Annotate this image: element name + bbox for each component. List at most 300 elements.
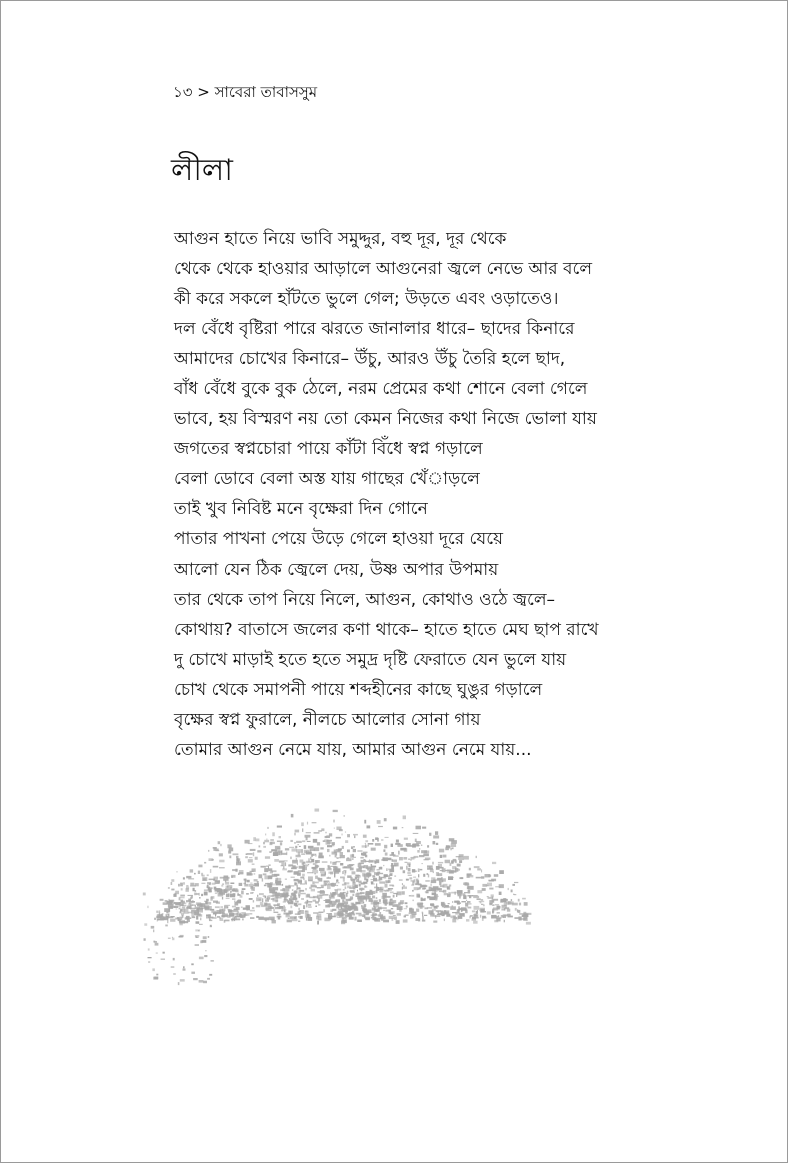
- ornament-grain: [297, 872, 301, 876]
- ornament-grain: [447, 886, 450, 890]
- ornament-grain: [358, 898, 364, 902]
- ornament-grain: [254, 873, 256, 874]
- ornament-grain: [337, 858, 339, 859]
- ornament-grain: [356, 879, 359, 882]
- ornament-grain: [280, 842, 282, 845]
- ornament-grain: [333, 820, 335, 823]
- ornament-grain: [313, 912, 318, 914]
- ornament-grain: [481, 876, 484, 878]
- ornament-grain: [294, 891, 295, 894]
- page-number: ১৩: [173, 83, 193, 101]
- ornament-grain: [153, 930, 154, 933]
- ornament-grain: [241, 891, 244, 895]
- ornament-grain: [284, 910, 286, 913]
- ornament-grain: [314, 832, 320, 834]
- ornament-grain: [257, 895, 258, 897]
- ornament-grain: [287, 871, 291, 873]
- ornament-grain: [356, 893, 361, 895]
- ornament-grain: [248, 884, 253, 887]
- ornament-grain: [248, 843, 253, 844]
- ornament-grain: [205, 950, 206, 951]
- ornament-grain: [233, 853, 239, 855]
- ornament-grain: [381, 839, 383, 841]
- ornament-grain: [336, 827, 341, 831]
- ornament-grain: [359, 884, 361, 887]
- ornament-grain: [203, 936, 207, 939]
- ornament-grain: [518, 899, 520, 902]
- ornament-grain: [336, 879, 338, 881]
- ornament-grain: [161, 914, 163, 917]
- ornament-grain: [377, 872, 380, 874]
- ornament-grain: [183, 882, 184, 885]
- ornament-grain: [195, 929, 200, 931]
- ornament-grain: [272, 832, 275, 836]
- ornament-grain: [280, 889, 283, 891]
- ornament-grain: [234, 902, 238, 906]
- ornament-grain: [452, 863, 454, 864]
- ornament-grain: [252, 864, 255, 865]
- ornament-grain: [191, 901, 195, 903]
- ornament-grain: [289, 898, 295, 900]
- ornament-grain: [427, 868, 433, 870]
- ornament-grain: [156, 911, 158, 913]
- ornament-grain: [199, 924, 203, 925]
- ornament-grain: [511, 899, 512, 901]
- ornament-grain: [443, 855, 447, 858]
- ornament-grain: [180, 979, 185, 982]
- ornament-grain: [292, 849, 297, 852]
- ornament-grain: [336, 852, 337, 856]
- ornament-grain: [171, 882, 173, 885]
- ornament-grain: [352, 894, 354, 896]
- ornament-grain: [163, 902, 167, 905]
- ornament-grain: [258, 917, 264, 920]
- poem-line: আলো যেন ঠিক জ্বেলে দেয়, উষ্ণ অপার উপমায়: [174, 559, 499, 580]
- ornament-grain: [327, 877, 331, 879]
- ornament-grain: [234, 901, 236, 902]
- ornament-grain: [244, 879, 247, 881]
- ornament-grain: [312, 870, 318, 874]
- ornament-grain: [340, 852, 343, 856]
- ornament-grain: [268, 864, 270, 866]
- ornament-grain: [298, 916, 302, 917]
- ornament-grain: [363, 859, 365, 860]
- poem-line: তোমার আগুন নেমে যায়, আমার আগুন নেমে যায়...: [174, 739, 532, 760]
- ornament-grain: [170, 919, 175, 922]
- ornament-grain: [148, 957, 152, 958]
- ornament-grain: [308, 904, 311, 906]
- ornament-grain: [265, 834, 266, 836]
- ornament-grain: [188, 903, 190, 907]
- ornament-grain: [192, 910, 197, 912]
- ornament-grain: [278, 916, 281, 920]
- ornament-grain: [352, 871, 356, 874]
- ornament-grain: [472, 910, 475, 912]
- ornament-grain: [376, 887, 379, 891]
- ornament-grain: [191, 963, 193, 965]
- ornament-grain: [316, 916, 319, 920]
- ornament-grain: [181, 888, 183, 890]
- ornament-grain: [306, 888, 307, 890]
- ornament-grain: [402, 827, 404, 828]
- ornament-grain: [357, 890, 358, 892]
- ornament-grain: [396, 920, 400, 924]
- ornament-grain: [215, 880, 217, 882]
- ornament-grain: [511, 890, 513, 893]
- ornament-grain: [523, 912, 526, 914]
- ornament-grain: [250, 871, 254, 872]
- ornament-grain: [313, 863, 317, 865]
- ornament-grain: [250, 913, 253, 914]
- ornament-grain: [247, 880, 250, 883]
- ornament-grain: [375, 843, 381, 846]
- ornament-grain: [295, 905, 297, 906]
- ornament-grain: [402, 887, 407, 889]
- ornament-grain: [143, 893, 146, 896]
- ornament-grain: [363, 835, 367, 838]
- ornament-grain: [345, 882, 350, 884]
- ornament-grain: [522, 898, 526, 900]
- ornament-grain: [358, 863, 362, 867]
- ornament-grain: [441, 877, 442, 879]
- ornament-grain: [236, 861, 241, 865]
- ornament-grain: [156, 953, 158, 954]
- ornament-grain: [296, 889, 298, 890]
- ornament-grain: [265, 903, 271, 905]
- ornament-grain: [400, 848, 406, 851]
- ornament-grain: [373, 915, 377, 916]
- ornament-grain: [393, 855, 399, 857]
- ornament-grain: [318, 856, 324, 859]
- ornament-grain: [479, 901, 485, 902]
- ornament-grain: [163, 952, 165, 954]
- ornament-grain: [301, 854, 305, 855]
- ornament-grain: [467, 907, 471, 909]
- ornament-grain: [196, 916, 198, 920]
- ornament-grain: [508, 888, 509, 890]
- ornament-grain: [347, 834, 350, 837]
- ornament-grain: [422, 827, 426, 829]
- ornament-grain: [190, 904, 195, 905]
- poem-line: বাঁধ বেঁধে বুকে বুক ঠেলে, নরম প্রেমের কথা শোনে বেলা গেলে: [174, 379, 588, 400]
- ornament-grain: [421, 885, 427, 887]
- ornament-grain: [442, 868, 446, 872]
- ornament-grain: [345, 832, 346, 833]
- ornament-grain: [441, 903, 443, 906]
- ornament-grain: [333, 810, 338, 812]
- ornament-grain: [376, 859, 380, 863]
- ornament-grain: [393, 915, 396, 916]
- ornament-grain: [364, 897, 366, 900]
- ornament-grain: [201, 883, 205, 884]
- ornament-grain: [413, 877, 416, 878]
- ornament-grain: [285, 879, 287, 880]
- ornament-grain: [188, 912, 192, 914]
- ornament-grain: [474, 906, 480, 910]
- ornament-grain: [506, 899, 508, 901]
- ornament-grain: [182, 911, 185, 912]
- ornament-grain: [206, 914, 210, 916]
- ornament-grain: [203, 981, 207, 984]
- ornament-grain: [412, 844, 416, 848]
- ornament-grain: [395, 843, 400, 845]
- ornament-grain: [236, 856, 239, 858]
- ornament-grain: [343, 906, 347, 908]
- ornament-grain: [338, 911, 344, 915]
- ornament-grain: [202, 875, 205, 877]
- ornament-grain: [180, 910, 182, 913]
- ornament-grain: [176, 871, 177, 872]
- ornament-grain: [299, 846, 301, 847]
- ornament-grain: [291, 814, 294, 818]
- ornament-grain: [338, 848, 342, 850]
- ornament-grain: [477, 898, 481, 900]
- ornament-grain: [390, 874, 392, 876]
- ornament-grain: [204, 955, 207, 957]
- ornament-grain: [211, 896, 215, 899]
- ornament-grain: [290, 840, 293, 842]
- ornament-grain: [438, 862, 443, 864]
- ornament-grain: [469, 868, 471, 871]
- ornament-grain: [397, 891, 402, 895]
- ornament-grain: [257, 850, 261, 852]
- ornament-grain: [303, 867, 305, 870]
- ornament-grain: [365, 855, 367, 858]
- ornament-grain: [425, 880, 430, 882]
- ornament-grain: [402, 891, 405, 895]
- ornament-grain: [391, 908, 393, 909]
- ornament-grain: [270, 839, 274, 841]
- ornament-grain: [307, 841, 311, 842]
- ornament-grain: [392, 918, 394, 921]
- ornament-grain: [298, 903, 302, 905]
- ornament-grain: [375, 879, 381, 881]
- ornament-grain: [241, 907, 243, 908]
- ornament-grain: [249, 857, 253, 858]
- ornament-grain: [417, 889, 419, 890]
- ornament-grain: [373, 902, 379, 904]
- ornament-grain: [361, 905, 365, 909]
- ornament-grain: [298, 844, 299, 845]
- ornament-grain: [290, 906, 292, 909]
- ornament-grain: [271, 849, 277, 851]
- ornament-grain: [374, 919, 378, 921]
- ornament-grain: [468, 890, 471, 894]
- ornament-grain: [207, 882, 211, 885]
- ornament-grain: [399, 857, 403, 860]
- ornament-grain: [204, 892, 208, 896]
- ornament-grain: [318, 904, 320, 905]
- ornament-grain: [269, 890, 275, 894]
- ornament-grain: [414, 883, 416, 885]
- ornament-grain: [400, 867, 403, 870]
- ornament-grain: [230, 892, 232, 893]
- ornament-grain: [250, 849, 256, 851]
- ornament-grain: [270, 871, 273, 874]
- ornament-grain: [161, 959, 165, 960]
- ornament-grain: [309, 897, 315, 899]
- ornament-grain: [437, 873, 442, 876]
- ornament-grain: [259, 845, 261, 847]
- ornament-grain: [360, 870, 365, 873]
- ornament-grain: [452, 901, 453, 903]
- ornament-grain: [403, 857, 407, 860]
- ornament-grain: [278, 881, 281, 882]
- ornament-grain: [384, 845, 387, 849]
- ornament-grain: [494, 874, 498, 877]
- poem-line: বেলা ডোবে বেলা অস্ত যায় গাছের খেঁাড়লে: [174, 469, 480, 490]
- ornament-grain: [378, 907, 382, 910]
- ornament-grain: [361, 860, 367, 863]
- ornament-grain: [372, 867, 373, 871]
- ornament-grain: [373, 904, 379, 907]
- ornament-grain: [495, 904, 499, 905]
- ornament-grain: [388, 877, 392, 879]
- ornament-grain: [404, 838, 408, 840]
- ornament-grain: [331, 916, 336, 918]
- ornament-grain: [512, 884, 515, 886]
- ornament-grain: [328, 904, 334, 907]
- ornament-grain: [262, 878, 263, 881]
- ornament-grain: [494, 899, 499, 901]
- ornament-grain: [340, 904, 342, 907]
- ornament-grain: [311, 889, 315, 892]
- ornament-grain: [336, 899, 340, 902]
- ornament-grain: [294, 833, 295, 836]
- ornament-grain: [183, 877, 185, 879]
- ornament-grain: [197, 913, 201, 915]
- ornament-grain: [269, 851, 271, 852]
- ornament-grain: [231, 876, 233, 878]
- ornament-grain: [219, 867, 225, 868]
- ornament-grain: [422, 888, 425, 890]
- ornament-grain: [144, 923, 147, 926]
- ornament-grain: [378, 826, 383, 827]
- ornament-grain: [427, 865, 433, 867]
- ornament-grain: [489, 888, 493, 890]
- ornament-grain: [179, 923, 182, 926]
- ornament-grain: [324, 880, 330, 882]
- ornament-grain: [518, 917, 521, 921]
- ornament-grain: [272, 920, 276, 923]
- ornament-grain: [273, 883, 274, 885]
- ornament-grain: [171, 966, 175, 968]
- ornament-grain: [368, 845, 369, 847]
- ornament-grain: [291, 901, 293, 902]
- ornament-grain: [457, 890, 463, 893]
- ornament-grain: [324, 918, 329, 922]
- ornament-grain: [220, 906, 223, 908]
- ornament-grain: [188, 895, 193, 896]
- ornament-grain: [264, 840, 269, 843]
- ornament-grain: [481, 899, 483, 901]
- ornament-grain: [374, 909, 378, 912]
- ornament-grain: [288, 902, 289, 903]
- ornament-grain: [442, 906, 444, 908]
- ornament-grain: [459, 896, 461, 899]
- ornament-grain: [438, 896, 439, 897]
- ornament-grain: [357, 920, 362, 923]
- ornament-grain: [406, 879, 409, 881]
- ornament-grain: [429, 833, 431, 836]
- running-header: [173, 81, 317, 106]
- ornament-grain: [377, 869, 380, 870]
- ornament-grain: [464, 892, 468, 893]
- ornament-grain: [210, 925, 212, 927]
- ornament-grain: [404, 916, 406, 918]
- ornament-grain: [248, 859, 253, 862]
- ornament-grain: [275, 893, 280, 897]
- ornament-grain: [369, 899, 370, 901]
- ornament-grain: [447, 894, 451, 897]
- ornament-grain: [225, 890, 229, 892]
- ornament-grain: [315, 876, 318, 879]
- ornament-grain: [329, 855, 330, 857]
- ornament-grain: [355, 902, 360, 904]
- ornament-grain: [403, 870, 406, 873]
- header-separator: >: [197, 83, 210, 101]
- ornament-grain: [315, 809, 320, 812]
- ornament-grain: [162, 916, 163, 919]
- ornament-grain: [341, 906, 343, 909]
- ornament-grain: [195, 890, 197, 892]
- ornament-grain: [411, 880, 415, 881]
- ornament-grain: [380, 867, 382, 870]
- ornament-grain: [165, 900, 168, 902]
- ornament-grain: [444, 919, 445, 922]
- ornament-grain: [336, 837, 341, 839]
- ornament-grain: [255, 857, 258, 860]
- ornament-grain: [499, 892, 502, 895]
- ornament-grain: [371, 879, 374, 880]
- ornament-grain: [230, 883, 234, 885]
- ornament-grain: [204, 862, 206, 864]
- ornament-grain: [388, 910, 391, 914]
- ornament-grain: [253, 885, 254, 886]
- ornament-grain: [399, 902, 403, 905]
- ornament-grain: [245, 880, 246, 884]
- ornament-grain: [328, 914, 330, 918]
- ornament-grain: [303, 863, 305, 867]
- ornament-grain: [403, 816, 406, 820]
- ornament-grain: [292, 919, 298, 921]
- ornament-grain: [179, 917, 183, 918]
- ornament-grain: [351, 846, 353, 849]
- ornament-grain: [451, 843, 456, 847]
- ornament-grain: [275, 907, 281, 909]
- ornament-grain: [377, 820, 381, 824]
- ornament-grain: [482, 918, 484, 921]
- ornament-grain: [200, 903, 205, 907]
- ornament-grain: [148, 961, 150, 963]
- ornament-grain: [198, 865, 202, 868]
- ornament-grain: [213, 866, 219, 868]
- ornament-grain: [501, 908, 505, 910]
- ornament-grain: [191, 913, 194, 917]
- ornament-grain: [466, 900, 467, 901]
- ornament-grain: [496, 918, 500, 922]
- ornament-grain: [352, 858, 354, 860]
- ornament-grain: [379, 890, 383, 893]
- ornament-grain: [199, 897, 201, 899]
- ornament-grain: [353, 846, 355, 848]
- ornament-grain: [178, 884, 180, 887]
- poem-line: চোখ থেকে সমাপনী পায়ে শব্দহীনের কাছে ঘুঙুর গড়ালে: [174, 679, 543, 700]
- ornament-grain: [196, 921, 200, 924]
- ornament-grain: [412, 900, 414, 902]
- ornament-grain: [190, 885, 196, 887]
- ornament-grain: [175, 891, 179, 895]
